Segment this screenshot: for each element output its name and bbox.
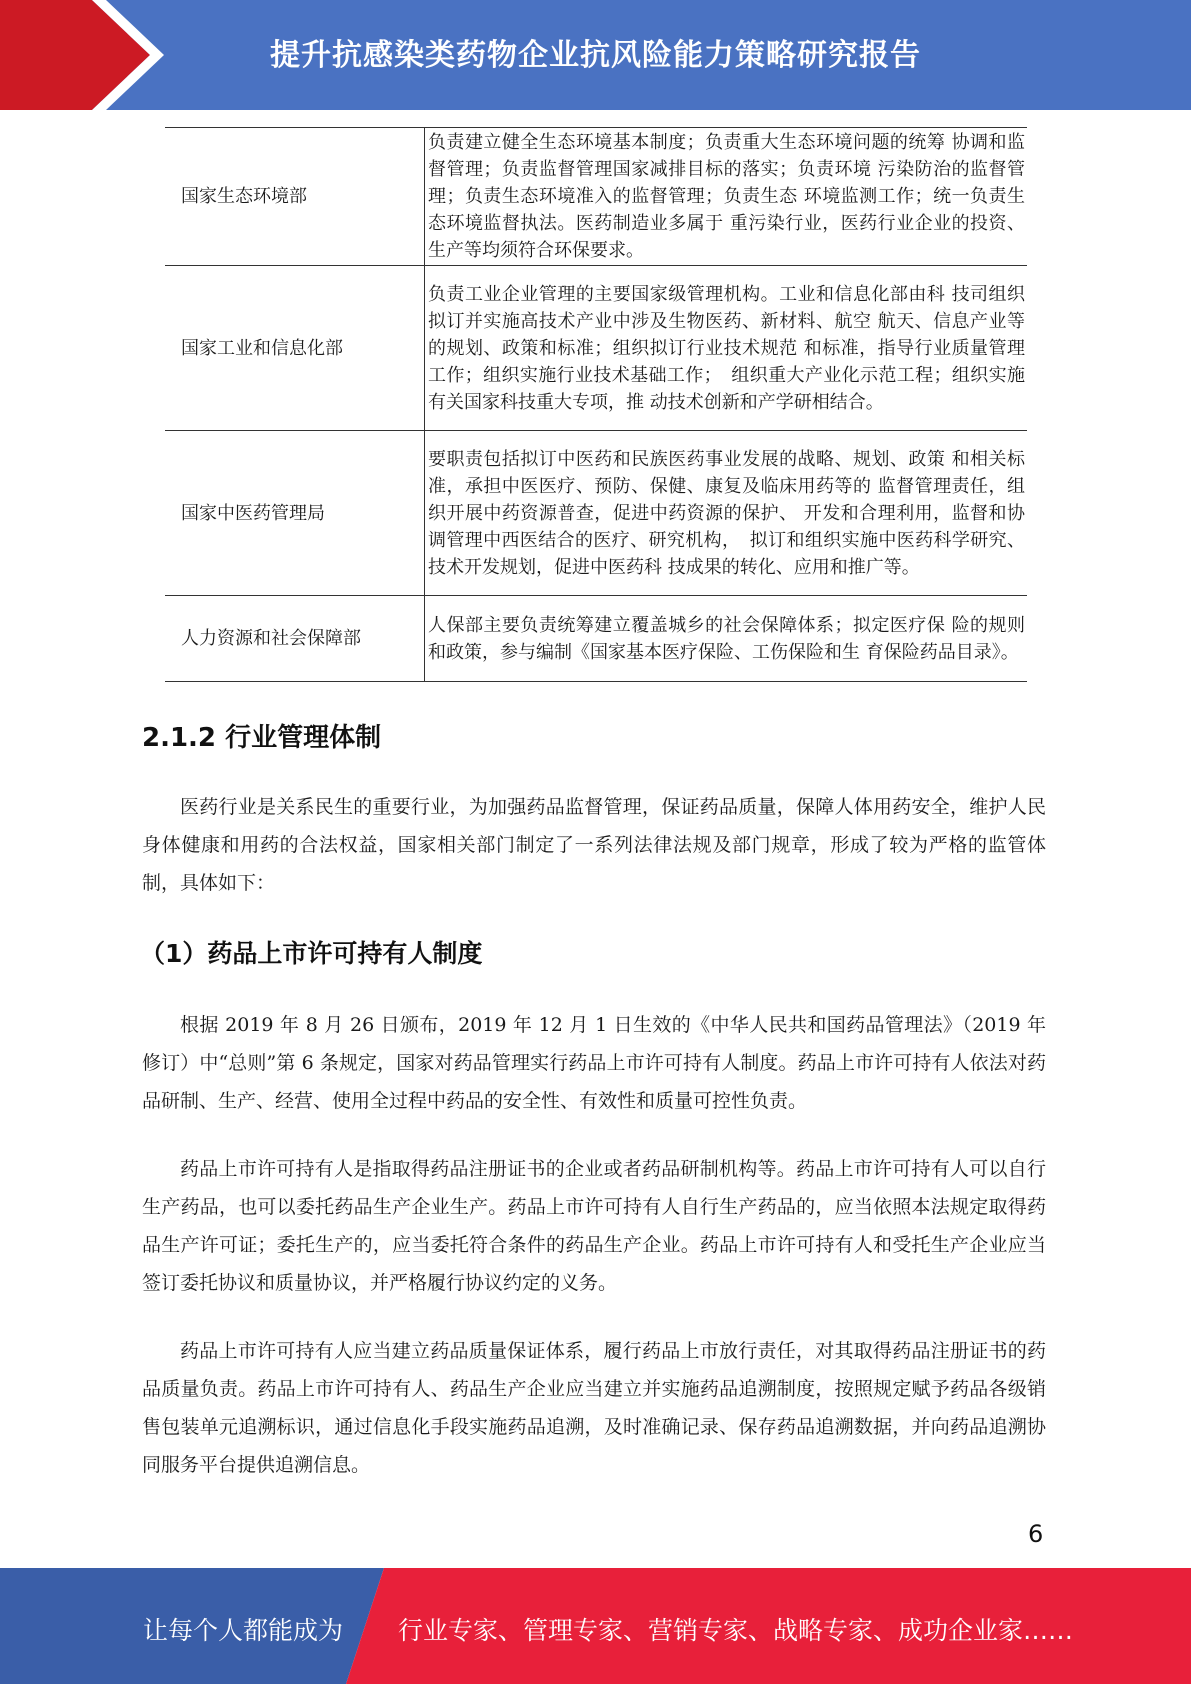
description-cell: 要职责包括拟订中医药和民族医药事业发展的战略、规划、政策 和相关标准，承担中医医疗、预防、保健、康复及临床用药等的 监督管理责任，组织开展中药资源普查，促进中药资源的保护、 开发和合理利用，监督和协调管理中西医结合的医疗、研究机构， 拟订和组织实施中医药科学研究、技术开发规划，促进中医药科 技成果的转化、应用和推广等。 <box>425 431 1028 596</box>
description-cell: 负责建立健全生态环境基本制度；负责重大生态环境问题的统筹 协调和监督管理；负责监督管理国家减排目标的落实；负责环境 污染防治的监督管理；负责生态环境准入的监督管理；负责生态 环境监测工作；统一负责生态环境监督执法。医药制造业多属于 重污染行业，医药行业企业的投资、生产等均须符合环保要求。 <box>425 128 1028 266</box>
department-cell: 人力资源和社会保障部 <box>165 596 425 682</box>
body-paragraph: 根据 2019 年 8 月 26 日颁布，2019 年 12 月 1 日生效的《中华人民共和国药品管理法》（2019 年修订）中“总则”第 6 条规定，国家对药品管理实行药品上市许可持有人制度。药品上市许可持有人依法对药品研制、生产、经营、使用全过程中药品的安全性、有效性和质量可控性负责。 <box>142 1014 1046 1112</box>
subsection-heading: （1）药品上市许可持有人制度 <box>140 939 483 968</box>
footer-slogan-left: 让每个人都能成为 <box>143 1616 344 1645</box>
intro-paragraph: 医药行业是关系民生的重要行业，为加强药品监督管理，保证药品质量，保障人体用药安全，维护人民身体健康和用药的合法权益，国家相关部门制定了一系列法律法规及部门规章，形成了较为严格的监管体制，具体如下： <box>142 796 1046 894</box>
body-paragraph: 药品上市许可持有人是指取得药品注册证书的企业或者药品研制机构等。药品上市许可持有人可以自行生产药品，也可以委托药品生产企业生产。药品上市许可持有人自行生产药品的，应当依照本法规定取得药品生产许可证；委托生产的，应当委托符合条件的药品生产企业。药品上市许可持有人和受托生产企业应当签订委托协议和质量协议，并严格履行协议约定的义务。 <box>142 1158 1046 1294</box>
table-row <box>165 266 1027 431</box>
table-row <box>165 128 1027 266</box>
department-duties-table <box>165 127 1027 682</box>
table-row <box>165 596 1027 682</box>
department-cell: 国家工业和信息化部 <box>165 266 425 431</box>
section-heading: 2.1.2 行业管理体制 <box>142 723 382 753</box>
department-cell: 国家中医药管理局 <box>165 431 425 596</box>
report-title: 提升抗感染类药物企业抗风险能力策略研究报告 <box>270 38 921 73</box>
body-paragraph: 药品上市许可持有人应当建立药品质量保证体系，履行药品上市放行责任，对其取得药品注册证书的药品质量负责。药品上市许可持有人、药品生产企业应当建立并实施药品追溯制度，按照规定赋予药品各级销售包装单元追溯标识，通过信息化手段实施药品追溯，及时准确记录、保存药品追溯数据，并向药品追溯协同服务平台提供追溯信息。 <box>142 1340 1046 1476</box>
description-cell: 人保部主要负责统筹建立覆盖城乡的社会保障体系；拟定医疗保 险的规则和政策，参与编制《国家基本医疗保险、工伤保险和生 育保险药品目录》。 <box>425 596 1028 682</box>
footer-slogan-right: 行业专家、管理专家、营销专家、战略专家、成功企业家…… <box>398 1616 1074 1645</box>
footer-banner <box>0 1568 1191 1684</box>
table-row <box>165 431 1027 596</box>
chevron-decoration <box>0 0 300 110</box>
department-cell: 国家生态环境部 <box>165 128 425 266</box>
header-banner <box>0 0 1191 110</box>
page-number: 6 <box>1028 1520 1044 1548</box>
description-cell: 负责工业企业管理的主要国家级管理机构。工业和信息化部由科 技司组织拟订并实施高技术产业中涉及生物医药、新材料、航空 航天、信息产业等的规划、政策和标准；组织拟订行业技术规范 和标准，指导行业质量管理工作；组织实施行业技术基础工作； 组织重大产业化示范工程；组织实施有关国家科技重大专项，推 动技术创新和产学研相结合。 <box>425 266 1028 431</box>
